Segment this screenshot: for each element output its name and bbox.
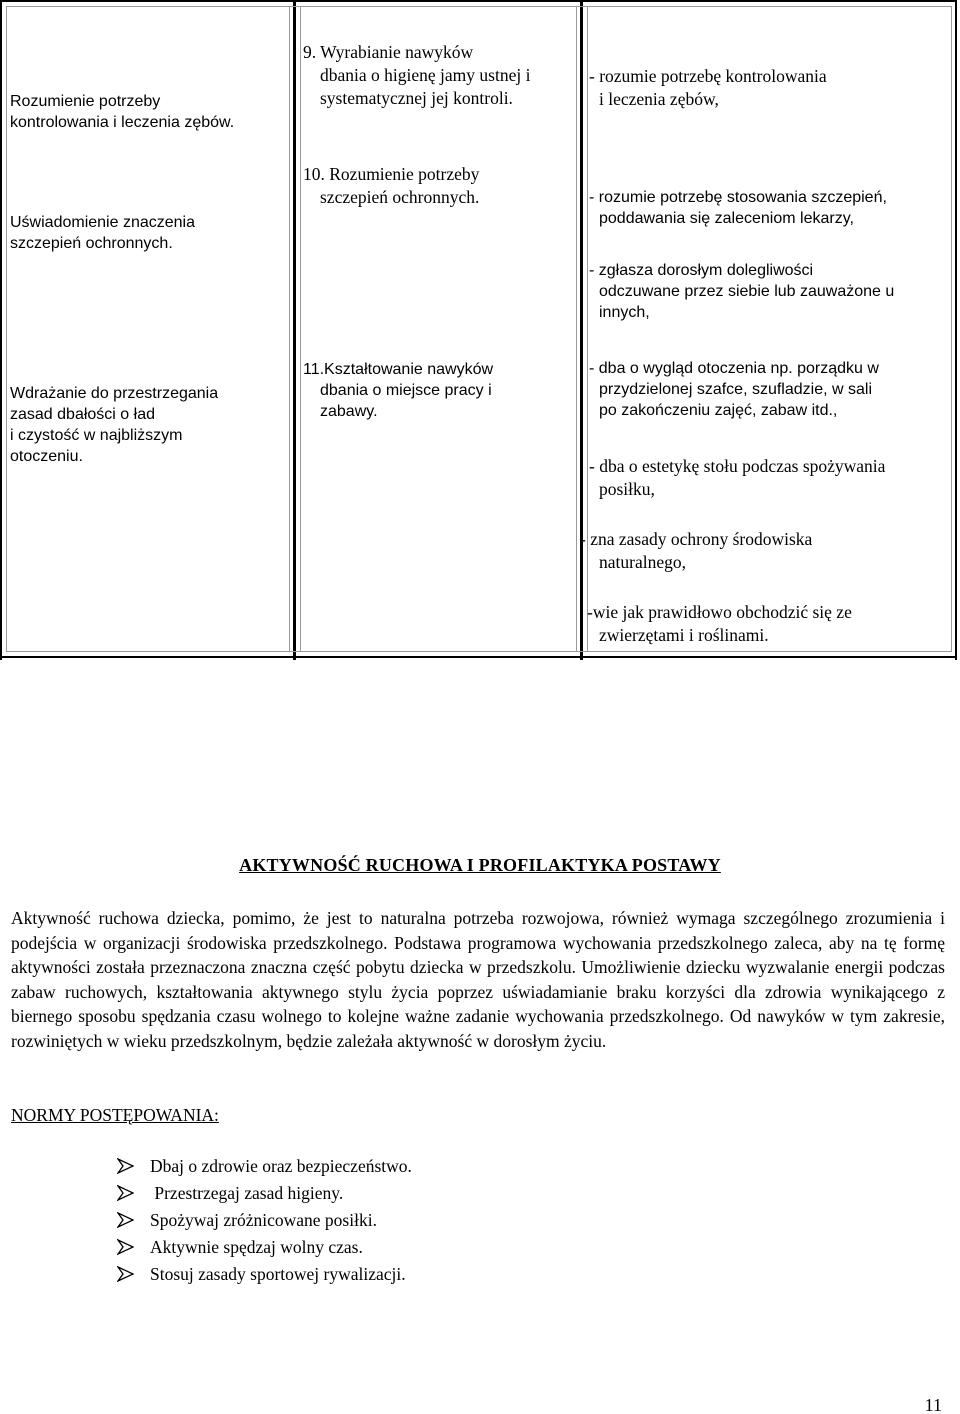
arrowhead-bullet-icon: [117, 1185, 134, 1201]
arrowhead-bullet-icon: [117, 1266, 134, 1282]
col3-block4: - dba o wygląd otoczenia np. porządku w przydzielonej szafce, szufladzie, w sali po zakończeniu zajęć, zabaw itd.,: [589, 360, 879, 419]
list-item: Stosuj zasady sportowej rywalizacji.: [117, 1260, 412, 1287]
norms-title: NORMY POSTĘPOWANIA:: [11, 1105, 219, 1125]
col1-row3: Wdrażanie do przestrzegania zasad dbałości o ład i czystość w najbliższym otoczeniu.: [10, 385, 219, 465]
col1-row1: Rozumienie potrzeby kontrolowania i leczenia zębów.: [10, 93, 235, 131]
arrowhead-bullet-icon: [117, 1212, 134, 1228]
col3-block5: - dba o estetykę stołu podczas spożywania posiłku,: [589, 456, 886, 499]
norms-list: [117, 1152, 412, 1287]
col1-row2: Uświadomienie znaczenia szczepień ochronnych.: [10, 214, 195, 252]
col2-row2: 10. Rozumienie potrzeby szczepień ochronnych.: [303, 164, 480, 207]
col2-row3: 11.Kształtowanie nawyków dbania o miejsce pracy i zabawy.: [303, 361, 494, 420]
page-number: 11: [924, 1395, 942, 1414]
list-item: Dbaj o zdrowie oraz bezpieczeństwo.: [117, 1152, 412, 1179]
body-paragraph: Aktywność ruchowa dziecka, pomimo, że jest to naturalna potrzeba rozwojowa, również wymaga szczególnego zrozumienia i podejścia w organizacji środowiska przedszkolnego. Podstawa programowa wychowania przedszkolnego zaleca, aby na tę formę aktywności została przeznaczona znaczna część pobytu dziecka w przedszkolu. Umożliwienie dziecku wyzwalanie energii podczas zabaw ruchowych, kształtowania aktywnego stylu życia poprzez uświadamianie braku korzyści dla zdrowia wynikającego z biernego sposobu spędzania czasu wolnego to kolejne ważne zadanie wychowania przedszkolnego. Od nawyków w tym zakresie, rozwiniętych w wieku przedszkolnym, będzie zależała aktywność w dorosłym życiu.: [11, 908, 945, 1051]
col3-block3: - zgłasza dorosłym dolegliwości odczuwane przez siebie lub zauważone u innych,: [589, 262, 895, 321]
section-heading: AKTYWNOŚĆ RUCHOWA I PROFILAKTYKA POSTAWY: [239, 855, 721, 875]
arrowhead-bullet-icon: [117, 1239, 134, 1255]
col3-block2: - rozumie potrzebę stosowania szczepień, poddawania się zaleceniom lekarzy,: [589, 189, 887, 227]
col3-block7: -wie jak prawidłowo obchodzić się ze zwierzętami i roślinami.: [587, 602, 852, 645]
col3-block6: - zna zasady ochrony środowiska naturalnego,: [580, 529, 813, 572]
list-item: Aktywnie spędzaj wolny czas.: [117, 1233, 412, 1260]
list-item: Przestrzegaj zasad higieny.: [117, 1179, 412, 1206]
col3-block1: - rozumie potrzebę kontrolowania i leczenia zębów,: [589, 66, 827, 109]
col2-row1: 9. Wyrabianie nawyków dbania o higienę jamy ustnej i systematycznej jej kontroli.: [303, 42, 531, 108]
list-item: Spożywaj zróżnicowane posiłki.: [117, 1206, 412, 1233]
arrowhead-bullet-icon: [117, 1158, 134, 1174]
